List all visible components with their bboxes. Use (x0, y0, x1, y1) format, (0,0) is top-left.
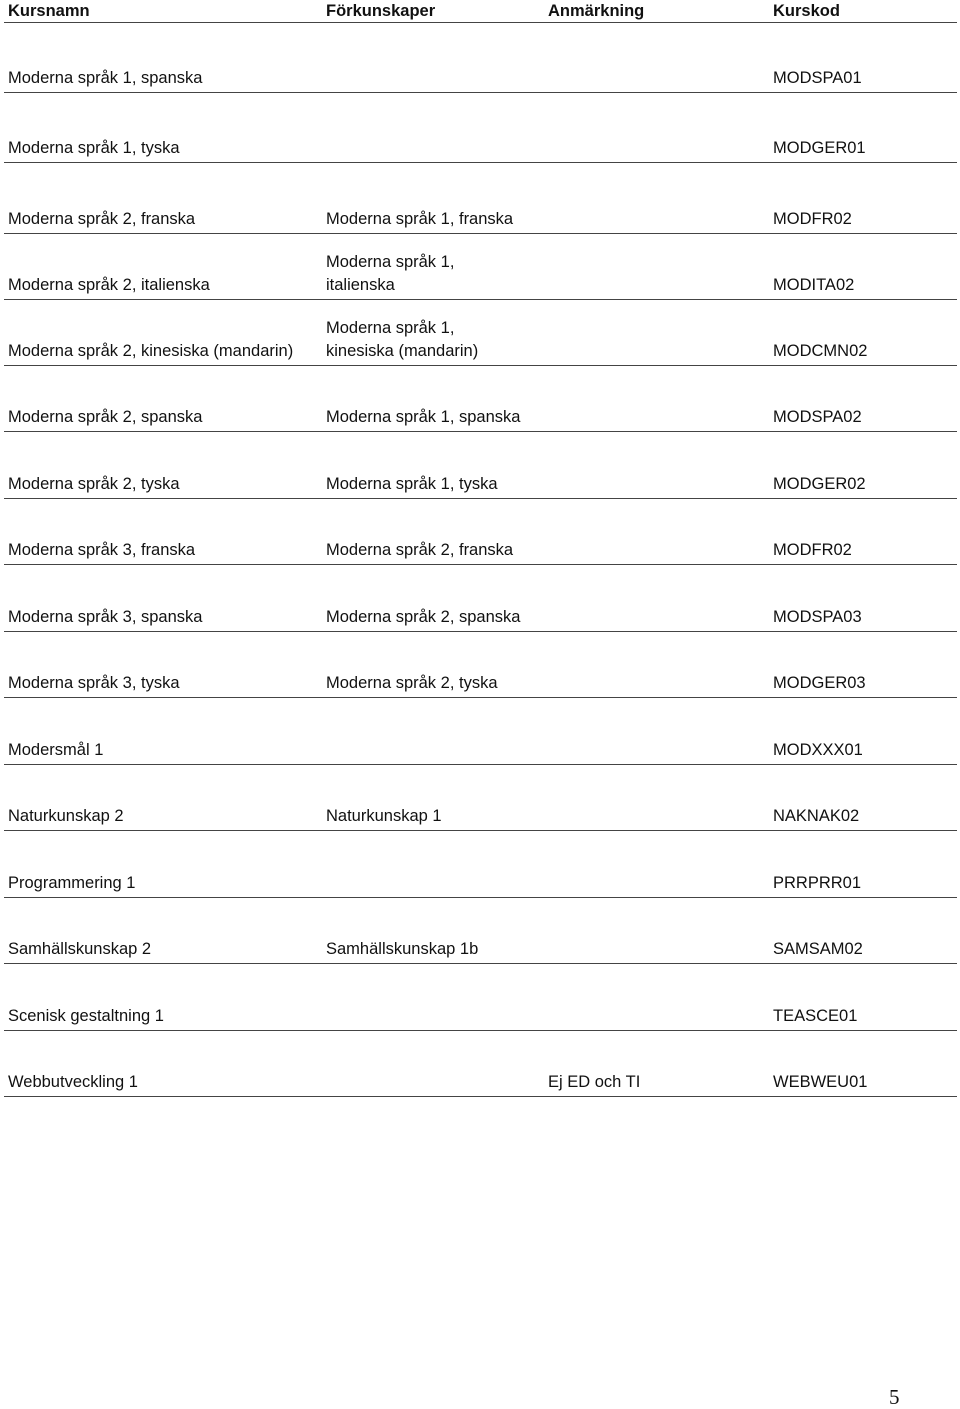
table-row (4, 664, 957, 698)
cell-kurskod: MODGER03 (773, 674, 866, 692)
table-row (4, 250, 957, 300)
table-header-row (4, 0, 957, 23)
cell-kurskod: PRRPRR01 (773, 874, 862, 892)
cell-kursnamn: Moderna språk 1, tyska (8, 139, 180, 157)
table-row (4, 130, 957, 163)
table-row (4, 465, 957, 499)
cell-forkunskaper-line1: Moderna språk 1, (326, 253, 455, 271)
table-row (4, 797, 957, 831)
table-row (4, 598, 957, 632)
cell-kurskod: MODSPA02 (773, 408, 862, 426)
cell-kursnamn: Moderna språk 2, italienska (8, 276, 210, 294)
cell-kursnamn: Modersmål 1 (8, 741, 104, 759)
table-row (4, 731, 957, 765)
table-row (4, 316, 957, 366)
cell-kurskod: MODGER02 (773, 475, 866, 493)
cell-forkunskaper: Naturkunskap 1 (326, 807, 442, 825)
cell-kursnamn: Moderna språk 3, tyska (8, 674, 180, 692)
cell-forkunskaper-line2: kinesiska (mandarin) (326, 342, 479, 360)
cell-kurskod: MODXXX01 (773, 741, 863, 759)
table-row (4, 1063, 957, 1097)
header-kursnamn: Kursnamn (8, 2, 90, 20)
table-row (4, 531, 957, 565)
cell-kurskod: NAKNAK02 (773, 807, 860, 825)
cell-kurskod: MODFR02 (773, 541, 852, 559)
cell-kurskod: MODFR02 (773, 210, 852, 228)
cell-kursnamn: Samhällskunskap 2 (8, 940, 152, 958)
cell-kursnamn: Moderna språk 2, franska (8, 210, 196, 228)
cell-kurskod: MODSPA03 (773, 608, 862, 626)
cell-forkunskaper: Moderna språk 1, franska (326, 210, 514, 228)
cell-forkunskaper: Moderna språk 1, spanska (326, 408, 521, 426)
header-anmarkning: Anmärkning (548, 2, 645, 20)
cell-kursnamn: Webbutveckling 1 (8, 1073, 138, 1091)
cell-kurskod: MODSPA01 (773, 69, 862, 87)
cell-kurskod: MODITA02 (773, 276, 855, 294)
cell-forkunskaper: Moderna språk 2, spanska (326, 608, 521, 626)
header-kurskod: Kurskod (773, 2, 840, 20)
table-row (4, 398, 957, 432)
cell-kurskod: SAMSAM02 (773, 940, 863, 958)
cell-anmarkning: Ej ED och TI (548, 1073, 641, 1091)
cell-forkunskaper: Moderna språk 2, tyska (326, 674, 498, 692)
table-row (4, 864, 957, 898)
table-row (4, 997, 957, 1031)
cell-kursnamn: Moderna språk 2, tyska (8, 475, 180, 493)
cell-kurskod: MODGER01 (773, 139, 866, 157)
cell-forkunskaper: Moderna språk 1, tyska (326, 475, 498, 493)
cell-kursnamn: Naturkunskap 2 (8, 807, 124, 825)
cell-kursnamn: Moderna språk 2, kinesiska (mandarin) (8, 342, 294, 360)
cell-kursnamn: Scenisk gestaltning 1 (8, 1007, 164, 1025)
cell-kurskod: TEASCE01 (773, 1007, 858, 1025)
cell-forkunskaper-line2: italienska (326, 276, 395, 294)
page-number: 5 (889, 1385, 900, 1409)
cell-kursnamn: Moderna språk 2, spanska (8, 408, 203, 426)
table-row (4, 930, 957, 964)
table-row (4, 200, 957, 234)
table-row (4, 60, 957, 93)
cell-kurskod: MODCMN02 (773, 342, 868, 360)
cell-kursnamn: Moderna språk 3, franska (8, 541, 196, 559)
cell-kursnamn: Moderna språk 1, spanska (8, 69, 203, 87)
cell-kursnamn: Moderna språk 3, spanska (8, 608, 203, 626)
cell-kursnamn: Programmering 1 (8, 874, 136, 892)
header-forkunskaper: Förkunskaper (326, 2, 436, 20)
cell-forkunskaper-line1: Moderna språk 1, (326, 319, 455, 337)
cell-forkunskaper: Samhällskunskap 1b (326, 940, 479, 958)
cell-kurskod: WEBWEU01 (773, 1073, 868, 1091)
cell-forkunskaper: Moderna språk 2, franska (326, 541, 514, 559)
